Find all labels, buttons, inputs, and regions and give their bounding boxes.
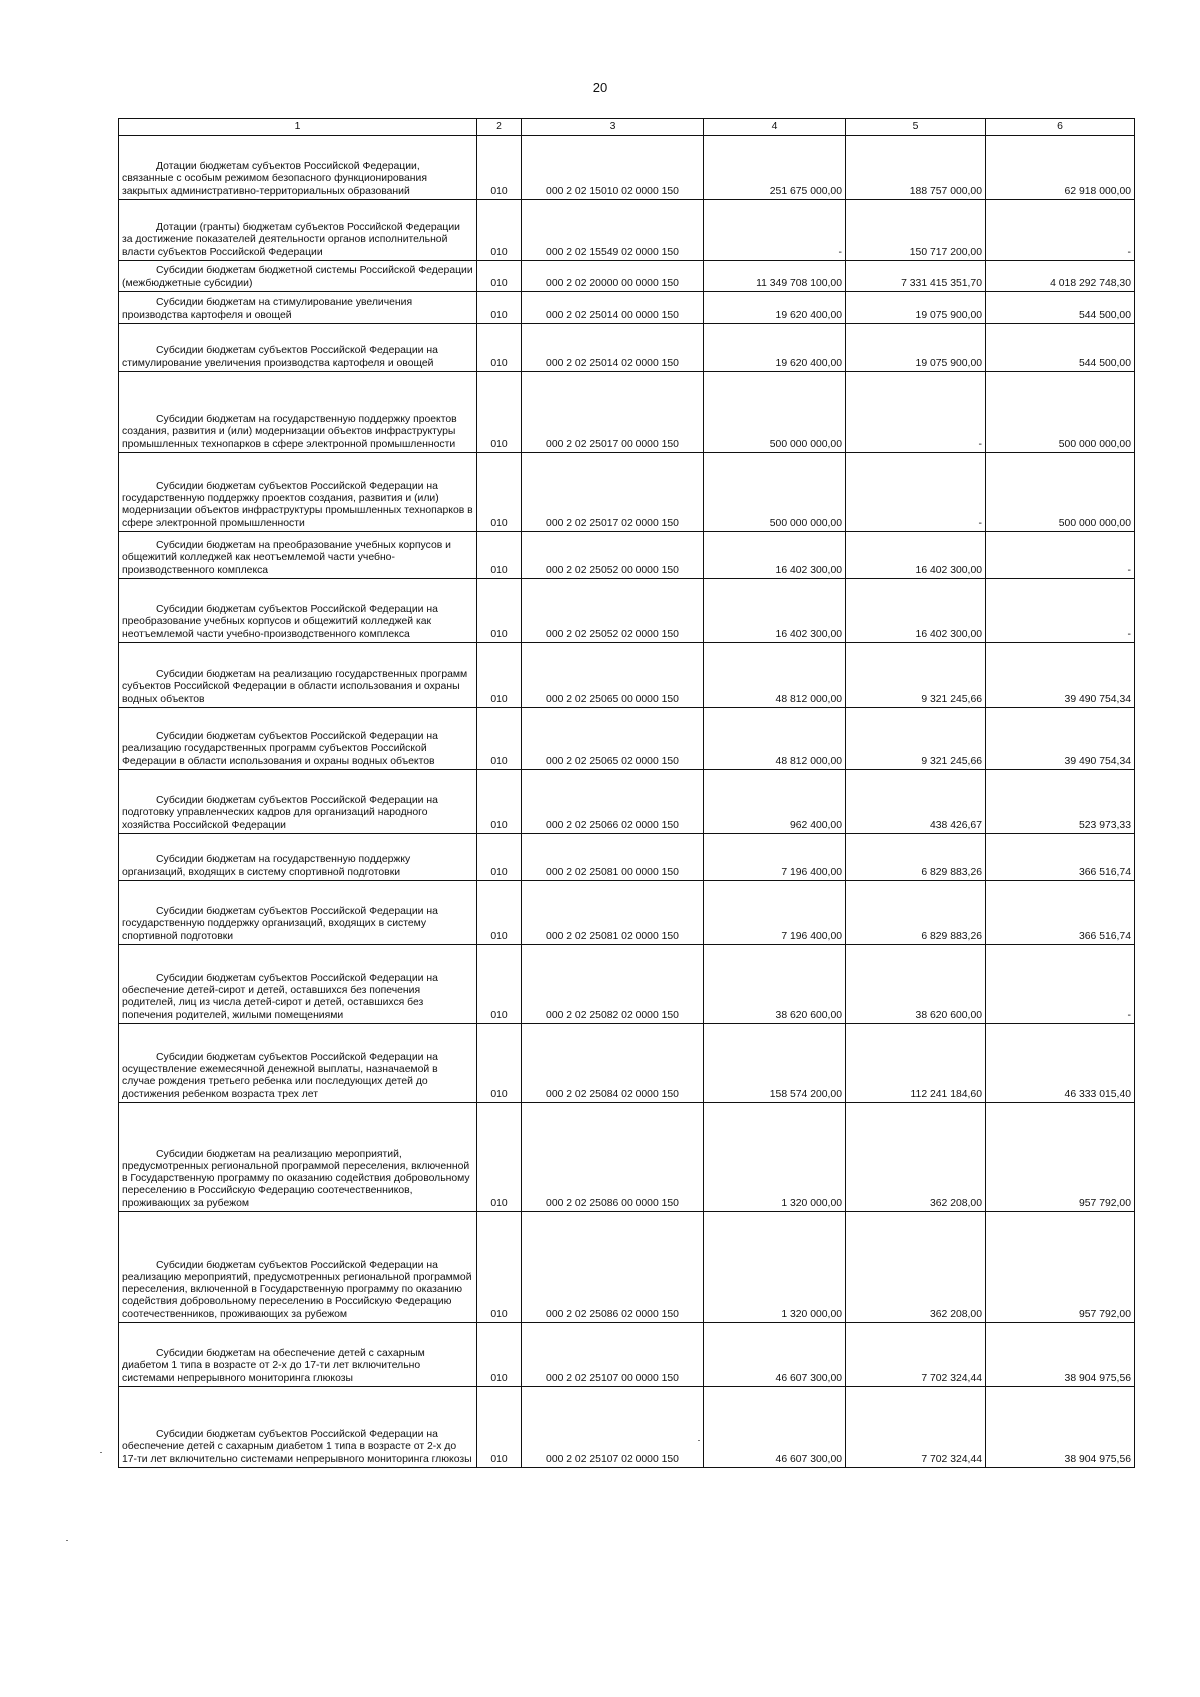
admin-code-cell: 010 bbox=[477, 643, 522, 708]
unexecuted-amount-cell: 4 018 292 748,30 bbox=[986, 261, 1135, 292]
column-header: 2 bbox=[477, 119, 522, 136]
row-name-cell bbox=[119, 643, 477, 708]
row-name-cell bbox=[119, 261, 477, 292]
row-name-cell bbox=[119, 770, 477, 834]
unexecuted-amount-cell: 544 500,00 bbox=[986, 292, 1135, 324]
table-row bbox=[119, 579, 1135, 643]
table-row bbox=[119, 372, 1135, 453]
executed-amount-cell: 6 829 883,26 bbox=[846, 834, 986, 881]
unexecuted-amount-cell: 366 516,74 bbox=[986, 881, 1135, 945]
table-row bbox=[119, 1103, 1135, 1212]
budget-code-cell: 000 2 02 15010 02 0000 150 bbox=[522, 136, 704, 200]
row-name-cell bbox=[119, 200, 477, 261]
row-name-text: Субсидии бюджетам на обеспечение детей с сахарным диабетом 1 типа в возрасте от 2-х до 17-ти лет включительно системами непрерывного мониторинга глюкозы bbox=[122, 1348, 425, 1384]
executed-amount-cell: - bbox=[846, 453, 986, 532]
approved-amount-cell: 158 574 200,00 bbox=[704, 1024, 846, 1103]
budget-code-cell: 000 2 02 25052 00 0000 150 bbox=[522, 532, 704, 579]
row-name-text: Субсидии бюджетам субъектов Российской Федерации на обеспечение детей-сирот и детей, оставшихся без попечения родителей, лиц из числа детей-сирот и детей, оставшихся без попечения родителей, жилыми помещениями bbox=[122, 972, 438, 1021]
row-name-cell bbox=[119, 1103, 477, 1212]
budget-code-cell: 000 2 02 25066 02 0000 150 bbox=[522, 770, 704, 834]
row-name-text: Субсидии бюджетам на стимулирование увеличения производства картофеля и овощей bbox=[122, 297, 413, 321]
budget-code-cell: 000 2 02 25017 02 0000 150 bbox=[522, 453, 704, 532]
executed-amount-cell: 16 402 300,00 bbox=[846, 579, 986, 643]
executed-amount-cell: 7 702 324,44 bbox=[846, 1323, 986, 1387]
row-name-text: Дотации бюджетам субъектов Российской Федерации, связанные с особым режимом безопасного функционирования закрытых административно-территориальных образований bbox=[122, 161, 427, 197]
scan-speck bbox=[698, 1440, 700, 1441]
row-name-cell bbox=[119, 136, 477, 200]
unexecuted-amount-cell: 38 904 975,56 bbox=[986, 1323, 1135, 1387]
executed-amount-cell: 9 321 245,66 bbox=[846, 643, 986, 708]
table-row bbox=[119, 1212, 1135, 1323]
admin-code-cell: 010 bbox=[477, 945, 522, 1024]
unexecuted-amount-cell: 62 918 000,00 bbox=[986, 136, 1135, 200]
column-header: 4 bbox=[704, 119, 846, 136]
budget-code-cell: 000 2 02 15549 02 0000 150 bbox=[522, 200, 704, 261]
row-name-cell bbox=[119, 1323, 477, 1387]
row-name-text: Субсидии бюджетам на реализацию мероприятий, предусмотренных региональной программой переселения, включенной в Государственную программу по оказанию содействия добровольному переселению в Российскую Федерацию соотечественников, проживающих за рубежом bbox=[122, 1148, 470, 1209]
column-header: 6 bbox=[986, 119, 1135, 136]
budget-code-cell: 000 2 02 25082 02 0000 150 bbox=[522, 945, 704, 1024]
admin-code-cell: 010 bbox=[477, 261, 522, 292]
admin-code-cell: 010 bbox=[477, 292, 522, 324]
scan-speck bbox=[100, 1452, 102, 1453]
approved-amount-cell: 16 402 300,00 bbox=[704, 579, 846, 643]
row-name-text: Субсидии бюджетам субъектов Российской Федерации на осуществление ежемесячной денежной выплаты, назначаемой в случае рождения третьего ребенка или последующих детей до достижения ребенком возраста трех лет bbox=[122, 1051, 438, 1100]
budget-code-cell: 000 2 02 20000 00 0000 150 bbox=[522, 261, 704, 292]
budget-code-cell: 000 2 02 25065 00 0000 150 bbox=[522, 643, 704, 708]
executed-amount-cell: 150 717 200,00 bbox=[846, 200, 986, 261]
row-name-cell bbox=[119, 324, 477, 372]
row-name-text: Субсидии бюджетам субъектов Российской Федерации на государственную поддержку организаций, входящих в систему спортивной подготовки bbox=[122, 906, 438, 942]
admin-code-cell: 010 bbox=[477, 579, 522, 643]
page-number: 20 bbox=[592, 80, 608, 95]
unexecuted-amount-cell: 957 792,00 bbox=[986, 1103, 1135, 1212]
scan-speck bbox=[66, 1540, 68, 1541]
row-name-cell bbox=[119, 945, 477, 1024]
budget-code-cell: 000 2 02 25086 02 0000 150 bbox=[522, 1212, 704, 1323]
admin-code-cell: 010 bbox=[477, 1024, 522, 1103]
row-name-cell bbox=[119, 579, 477, 643]
table-row bbox=[119, 324, 1135, 372]
budget-code-cell: 000 2 02 25017 00 0000 150 bbox=[522, 372, 704, 453]
unexecuted-amount-cell: 500 000 000,00 bbox=[986, 372, 1135, 453]
table-row bbox=[119, 881, 1135, 945]
unexecuted-amount-cell: 366 516,74 bbox=[986, 834, 1135, 881]
unexecuted-amount-cell: 46 333 015,40 bbox=[986, 1024, 1135, 1103]
row-name-cell bbox=[119, 881, 477, 945]
approved-amount-cell: 500 000 000,00 bbox=[704, 372, 846, 453]
admin-code-cell: 010 bbox=[477, 1387, 522, 1468]
unexecuted-amount-cell: 39 490 754,34 bbox=[986, 708, 1135, 770]
executed-amount-cell: - bbox=[846, 372, 986, 453]
unexecuted-amount-cell: 544 500,00 bbox=[986, 324, 1135, 372]
approved-amount-cell: 7 196 400,00 bbox=[704, 881, 846, 945]
row-name-cell bbox=[119, 1387, 477, 1468]
admin-code-cell: 010 bbox=[477, 453, 522, 532]
unexecuted-amount-cell: 957 792,00 bbox=[986, 1212, 1135, 1323]
executed-amount-cell: 188 757 000,00 bbox=[846, 136, 986, 200]
approved-amount-cell: 46 607 300,00 bbox=[704, 1387, 846, 1468]
table-row bbox=[119, 945, 1135, 1024]
admin-code-cell: 010 bbox=[477, 200, 522, 261]
table-row bbox=[119, 770, 1135, 834]
unexecuted-amount-cell: 523 973,33 bbox=[986, 770, 1135, 834]
executed-amount-cell: 16 402 300,00 bbox=[846, 532, 986, 579]
row-name-cell bbox=[119, 453, 477, 532]
approved-amount-cell: - bbox=[704, 200, 846, 261]
row-name-text: Дотации (гранты) бюджетам субъектов Российской Федерации за достижение показателей деятельности органов исполнительной власти субъектов Российской Федерации bbox=[122, 222, 460, 258]
budget-code-cell: 000 2 02 25081 02 0000 150 bbox=[522, 881, 704, 945]
row-name-cell bbox=[119, 708, 477, 770]
unexecuted-amount-cell: 39 490 754,34 bbox=[986, 643, 1135, 708]
approved-amount-cell: 1 320 000,00 bbox=[704, 1212, 846, 1323]
admin-code-cell: 010 bbox=[477, 881, 522, 945]
admin-code-cell: 010 bbox=[477, 372, 522, 453]
approved-amount-cell: 19 620 400,00 bbox=[704, 292, 846, 324]
row-name-text: Субсидии бюджетам субъектов Российской Федерации на обеспечение детей с сахарным диабетом 1 типа в возрасте от 2-х до 17-ти лет включительно системами непрерывного мониторинга глюкозы bbox=[122, 1429, 472, 1465]
budget-code-cell: 000 2 02 25084 02 0000 150 bbox=[522, 1024, 704, 1103]
table-row bbox=[119, 136, 1135, 200]
header-row bbox=[119, 119, 1135, 136]
approved-amount-cell: 1 320 000,00 bbox=[704, 1103, 846, 1212]
executed-amount-cell: 362 208,00 bbox=[846, 1212, 986, 1323]
unexecuted-amount-cell: - bbox=[986, 945, 1135, 1024]
row-name-text: Субсидии бюджетам бюджетной системы Российской Федерации (межбюджетные субсидии) bbox=[122, 265, 473, 289]
budget-code-cell: 000 2 02 25014 02 0000 150 bbox=[522, 324, 704, 372]
approved-amount-cell: 11 349 708 100,00 bbox=[704, 261, 846, 292]
executed-amount-cell: 7 702 324,44 bbox=[846, 1387, 986, 1468]
row-name-text: Субсидии бюджетам субъектов Российской Федерации на подготовку управленческих кадров для организаций народного хозяйства Российской Федерации bbox=[122, 795, 438, 831]
executed-amount-cell: 19 075 900,00 bbox=[846, 324, 986, 372]
budget-code-cell: 000 2 02 25107 02 0000 150 bbox=[522, 1387, 704, 1468]
table-row bbox=[119, 292, 1135, 324]
admin-code-cell: 010 bbox=[477, 1103, 522, 1212]
budget-code-cell: 000 2 02 25081 00 0000 150 bbox=[522, 834, 704, 881]
executed-amount-cell: 438 426,67 bbox=[846, 770, 986, 834]
table-row bbox=[119, 453, 1135, 532]
table-row bbox=[119, 1323, 1135, 1387]
row-name-text: Субсидии бюджетам субъектов Российской Федерации на преобразование учебных корпусов и общежитий колледжей как неотъемлемой части учебно-производственного комплекса bbox=[122, 604, 438, 640]
executed-amount-cell: 6 829 883,26 bbox=[846, 881, 986, 945]
table-row bbox=[119, 708, 1135, 770]
admin-code-cell: 010 bbox=[477, 834, 522, 881]
row-name-cell bbox=[119, 1212, 477, 1323]
unexecuted-amount-cell: - bbox=[986, 579, 1135, 643]
table-row bbox=[119, 200, 1135, 261]
row-name-text: Субсидии бюджетам на государственную поддержку проектов создания, развития и (или) модернизации объектов инфраструктуры промышленных технопарков в сфере электронной промышленности bbox=[122, 414, 457, 450]
executed-amount-cell: 7 331 415 351,70 bbox=[846, 261, 986, 292]
column-header: 3 bbox=[522, 119, 704, 136]
unexecuted-amount-cell: 38 904 975,56 bbox=[986, 1387, 1135, 1468]
table-row bbox=[119, 532, 1135, 579]
executed-amount-cell: 362 208,00 bbox=[846, 1103, 986, 1212]
column-header: 5 bbox=[846, 119, 986, 136]
budget-table bbox=[118, 118, 1135, 1468]
unexecuted-amount-cell: 500 000 000,00 bbox=[986, 453, 1135, 532]
unexecuted-amount-cell: - bbox=[986, 532, 1135, 579]
budget-code-cell: 000 2 02 25014 00 0000 150 bbox=[522, 292, 704, 324]
executed-amount-cell: 19 075 900,00 bbox=[846, 292, 986, 324]
row-name-cell bbox=[119, 1024, 477, 1103]
approved-amount-cell: 962 400,00 bbox=[704, 770, 846, 834]
executed-amount-cell: 38 620 600,00 bbox=[846, 945, 986, 1024]
row-name-cell bbox=[119, 372, 477, 453]
row-name-text: Субсидии бюджетам на государственную поддержку организаций, входящих в систему спортивной подготовки bbox=[122, 854, 411, 878]
budget-code-cell: 000 2 02 25065 02 0000 150 bbox=[522, 708, 704, 770]
row-name-text: Субсидии бюджетам на реализацию государственных программ субъектов Российской Федерации в области использования и охраны водных объектов bbox=[122, 669, 468, 705]
table-row bbox=[119, 1024, 1135, 1103]
approved-amount-cell: 251 675 000,00 bbox=[704, 136, 846, 200]
admin-code-cell: 010 bbox=[477, 532, 522, 579]
approved-amount-cell: 500 000 000,00 bbox=[704, 453, 846, 532]
row-name-text: Субсидии бюджетам субъектов Российской Федерации на реализацию государственных программ субъектов Российской Федерации в области использования и охраны водных объектов bbox=[122, 731, 438, 767]
table-row bbox=[119, 261, 1135, 292]
admin-code-cell: 010 bbox=[477, 708, 522, 770]
budget-code-cell: 000 2 02 25052 02 0000 150 bbox=[522, 579, 704, 643]
executed-amount-cell: 9 321 245,66 bbox=[846, 708, 986, 770]
row-name-text: Субсидии бюджетам субъектов Российской Федерации на реализацию мероприятий, предусмотренных региональной программой переселения, включенной в Государственную программу по оказанию содействия добровольному переселению в Российскую Федерацию соотечественников, проживающих за рубежом bbox=[122, 1259, 472, 1320]
approved-amount-cell: 7 196 400,00 bbox=[704, 834, 846, 881]
approved-amount-cell: 19 620 400,00 bbox=[704, 324, 846, 372]
unexecuted-amount-cell: - bbox=[986, 200, 1135, 261]
admin-code-cell: 010 bbox=[477, 1323, 522, 1387]
row-name-text: Субсидии бюджетам субъектов Российской Федерации на государственную поддержку проектов создания, развития и (или) модернизации объектов инфраструктуры промышленных технопарков в сфере электронной промышленности bbox=[122, 480, 473, 529]
approved-amount-cell: 16 402 300,00 bbox=[704, 532, 846, 579]
column-header: 1 bbox=[119, 119, 477, 136]
budget-code-cell: 000 2 02 25086 00 0000 150 bbox=[522, 1103, 704, 1212]
admin-code-cell: 010 bbox=[477, 136, 522, 200]
table-row bbox=[119, 643, 1135, 708]
executed-amount-cell: 112 241 184,60 bbox=[846, 1024, 986, 1103]
approved-amount-cell: 46 607 300,00 bbox=[704, 1323, 846, 1387]
row-name-cell bbox=[119, 834, 477, 881]
admin-code-cell: 010 bbox=[477, 770, 522, 834]
row-name-cell bbox=[119, 532, 477, 579]
budget-code-cell: 000 2 02 25107 00 0000 150 bbox=[522, 1323, 704, 1387]
admin-code-cell: 010 bbox=[477, 324, 522, 372]
admin-code-cell: 010 bbox=[477, 1212, 522, 1323]
row-name-text: Субсидии бюджетам субъектов Российской Федерации на стимулирование увеличения производства картофеля и овощей bbox=[122, 345, 438, 369]
approved-amount-cell: 48 812 000,00 bbox=[704, 708, 846, 770]
row-name-cell bbox=[119, 292, 477, 324]
table-row bbox=[119, 834, 1135, 881]
row-name-text: Субсидии бюджетам на преобразование учебных корпусов и общежитий колледжей как неотъемлемой части учебно-производственного комплекса bbox=[122, 540, 451, 576]
approved-amount-cell: 48 812 000,00 bbox=[704, 643, 846, 708]
table-row bbox=[119, 1387, 1135, 1468]
approved-amount-cell: 38 620 600,00 bbox=[704, 945, 846, 1024]
